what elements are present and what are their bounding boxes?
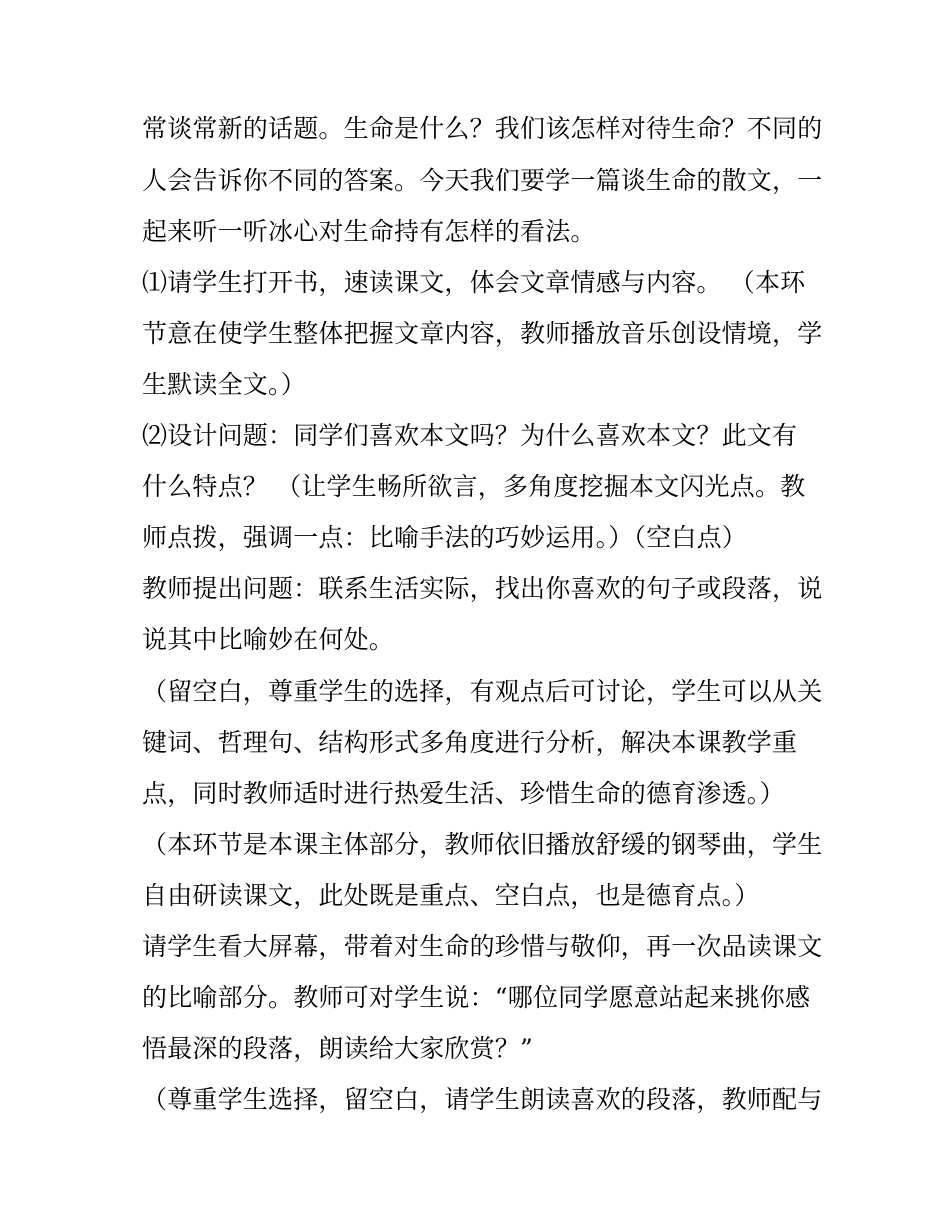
text-line: 自由研读课文，此处既是重点、空白点，也是德育点。） [142, 881, 760, 910]
text-line: 常谈常新的话题。生命是什么？我们该怎样对待生命？不同的 [142, 114, 823, 143]
text-line: （本环节是本课主体部分，教师依旧播放舒缓的钢琴曲，学生 [142, 830, 823, 859]
text-line: 请学生看大屏幕，带着对生命的珍惜与敬仰，再一次品读课文 [142, 932, 823, 961]
text-line: 师点拨，强调一点：比喻手法的巧妙运用。）（空白点） [142, 523, 748, 552]
text-line: 键词、哲理句、结构形式多角度进行分析，解决本课教学重 [142, 728, 798, 757]
text-line: 节意在使学生整体把握文章内容，教师播放音乐创设情境，学 [142, 319, 823, 348]
text-line: 的比喻部分。教师可对学生说：“哪位同学愿意站起来挑你感 [142, 983, 811, 1012]
text-line: （留空白，尊重学生的选择，有观点后可讨论，学生可以从关 [142, 677, 823, 706]
text-line: ⑴请学生打开书，速读课文，体会文章情感与内容。 （本环 [142, 268, 806, 297]
text-line: ⑵设计问题：同学们喜欢本文吗？为什么喜欢本文？此文有 [142, 421, 798, 450]
text-line: 教师提出问题：联系生活实际，找出你喜欢的句子或段落，说 [142, 574, 823, 603]
text-line: 点，同时教师适时进行热爱生活、珍惜生命的德育渗透。） [142, 779, 785, 808]
text-line: 人会告诉你不同的答案。今天我们要学一篇谈生命的散文，一 [142, 166, 823, 195]
text-line: （尊重学生选择，留空白，请学生朗读喜欢的段落，教师配与 [142, 1085, 823, 1114]
text-line: 生默读全文。） [142, 370, 306, 399]
text-line: 悟最深的段落，朗读给大家欣赏？” [142, 1034, 533, 1063]
text-line: 什么特点？ （让学生畅所欲言，多角度挖掘本文闪光点。教 [142, 472, 806, 501]
text-line: 说其中比喻妙在何处。 [142, 625, 395, 654]
text-line: 起来听一听冰心对生命持有怎样的看法。 [142, 217, 596, 246]
